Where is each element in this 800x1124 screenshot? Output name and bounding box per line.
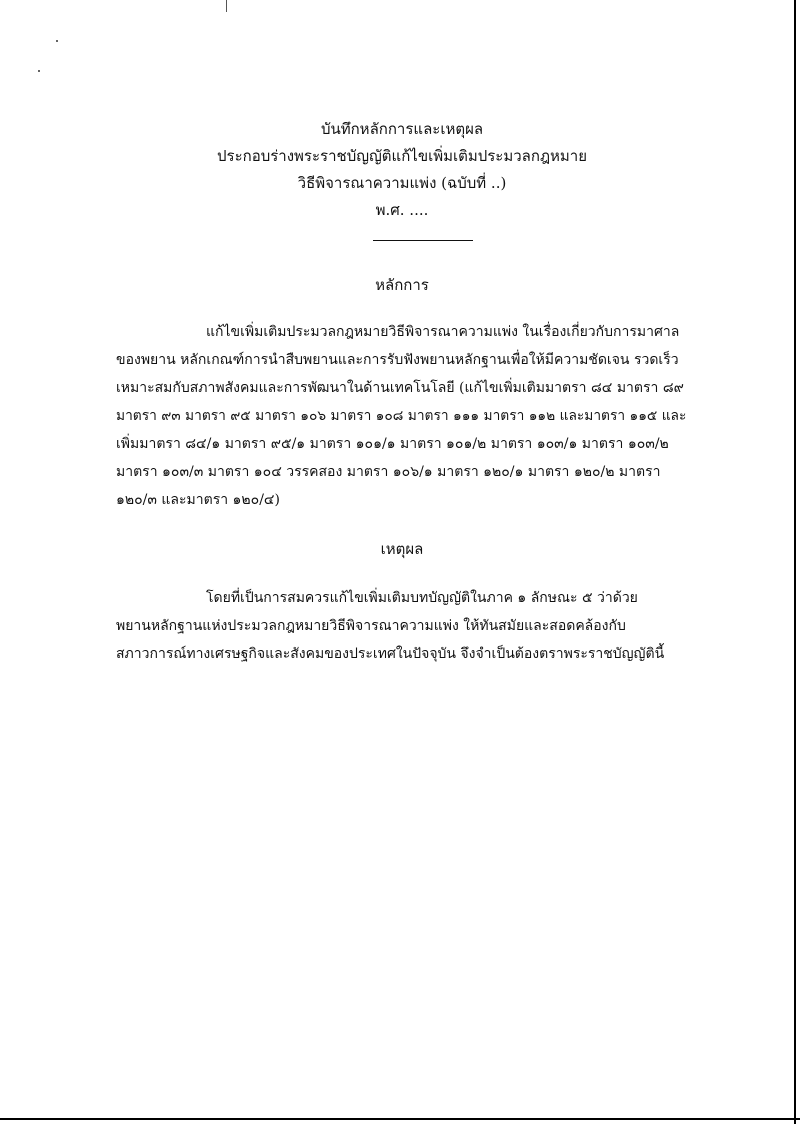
document-title — [120, 116, 684, 224]
paragraph-line: โดยที่เป็นการสมควรแก้ไขเพิ่มเติมบทบัญญัติในภาค ๑ ลักษณะ ๕ ว่าด้วย — [206, 590, 638, 606]
title-divider — [373, 240, 473, 241]
paragraph-line: สภาวการณ์ทางเศรษฐกิจและสังคมของประเทศในปัจจุบัน จึงจำเป็นต้องตราพระราชบัญญัตินี้ — [116, 646, 665, 662]
scan-edge-right — [794, 0, 796, 1124]
scan-speck — [56, 40, 58, 42]
paragraph-line: ๑๒๐/๓ และมาตรา ๑๒๐/๔) — [116, 492, 280, 508]
paragraph-line: แก้ไขเพิ่มเติมประมวลกฎหมายวิธีพิจารณาความแพ่ง ในเรื่องเกี่ยวกับการมาศาล — [206, 324, 680, 340]
paragraph-line: พยานหลักฐานแห่งประมวลกฎหมายวิธีพิจารณาความแพ่ง ให้ทันสมัยและสอดคล้องกับ — [116, 618, 626, 634]
scan-speck — [38, 70, 40, 72]
paragraph-line: เพิ่มมาตรา ๘๔/๑ มาตรา ๙๕/๑ มาตรา ๑๐๑/๑ มาตรา ๑๐๑/๒ มาตรา ๑๐๓/๑ มาตรา ๑๐๓/๒ — [116, 436, 669, 452]
paragraph-line: เหมาะสมกับสภาพสังคมและการพัฒนาในด้านเทคโนโลยี (แก้ไขเพิ่มเติมมาตรา ๘๔ มาตรา ๘๙ — [116, 380, 684, 396]
reason-paragraph — [116, 584, 686, 668]
paragraph-line: ของพยาน หลักเกณฑ์การนำสืบพยานและการรับฟังพยานหลักฐานเพื่อให้มีความชัดเจน รวดเร็ว — [116, 352, 679, 368]
paragraph-line: มาตรา ๑๐๓/๓ มาตรา ๑๐๔ วรรคสอง มาตรา ๑๐๖/๑ มาตรา ๑๒๐/๑ มาตรา ๑๒๐/๒ มาตรา — [116, 464, 661, 480]
reason-heading: เหตุผล — [380, 540, 424, 558]
principle-heading: หลักการ — [375, 276, 429, 294]
scan-mark — [226, 0, 227, 12]
title-line: ประกอบร่างพระราชบัญญัติแก้ไขเพิ่มเติมประมวลกฎหมาย — [216, 147, 588, 165]
scan-edge-bottom — [0, 1118, 800, 1120]
title-line: วิธีพิจารณาความแพ่ง (ฉบับที่ ..) — [297, 174, 507, 192]
principle-paragraph — [116, 318, 686, 514]
paragraph-line: มาตรา ๙๓ มาตรา ๙๕ มาตรา ๑๐๖ มาตรา ๑๐๘ มาตรา ๑๑๑ มาตรา ๑๑๒ และมาตรา ๑๑๕ และ — [116, 408, 686, 424]
title-line: พ.ศ. .... — [375, 201, 429, 219]
title-line: บันทึกหลักการและเหตุผล — [320, 120, 484, 138]
